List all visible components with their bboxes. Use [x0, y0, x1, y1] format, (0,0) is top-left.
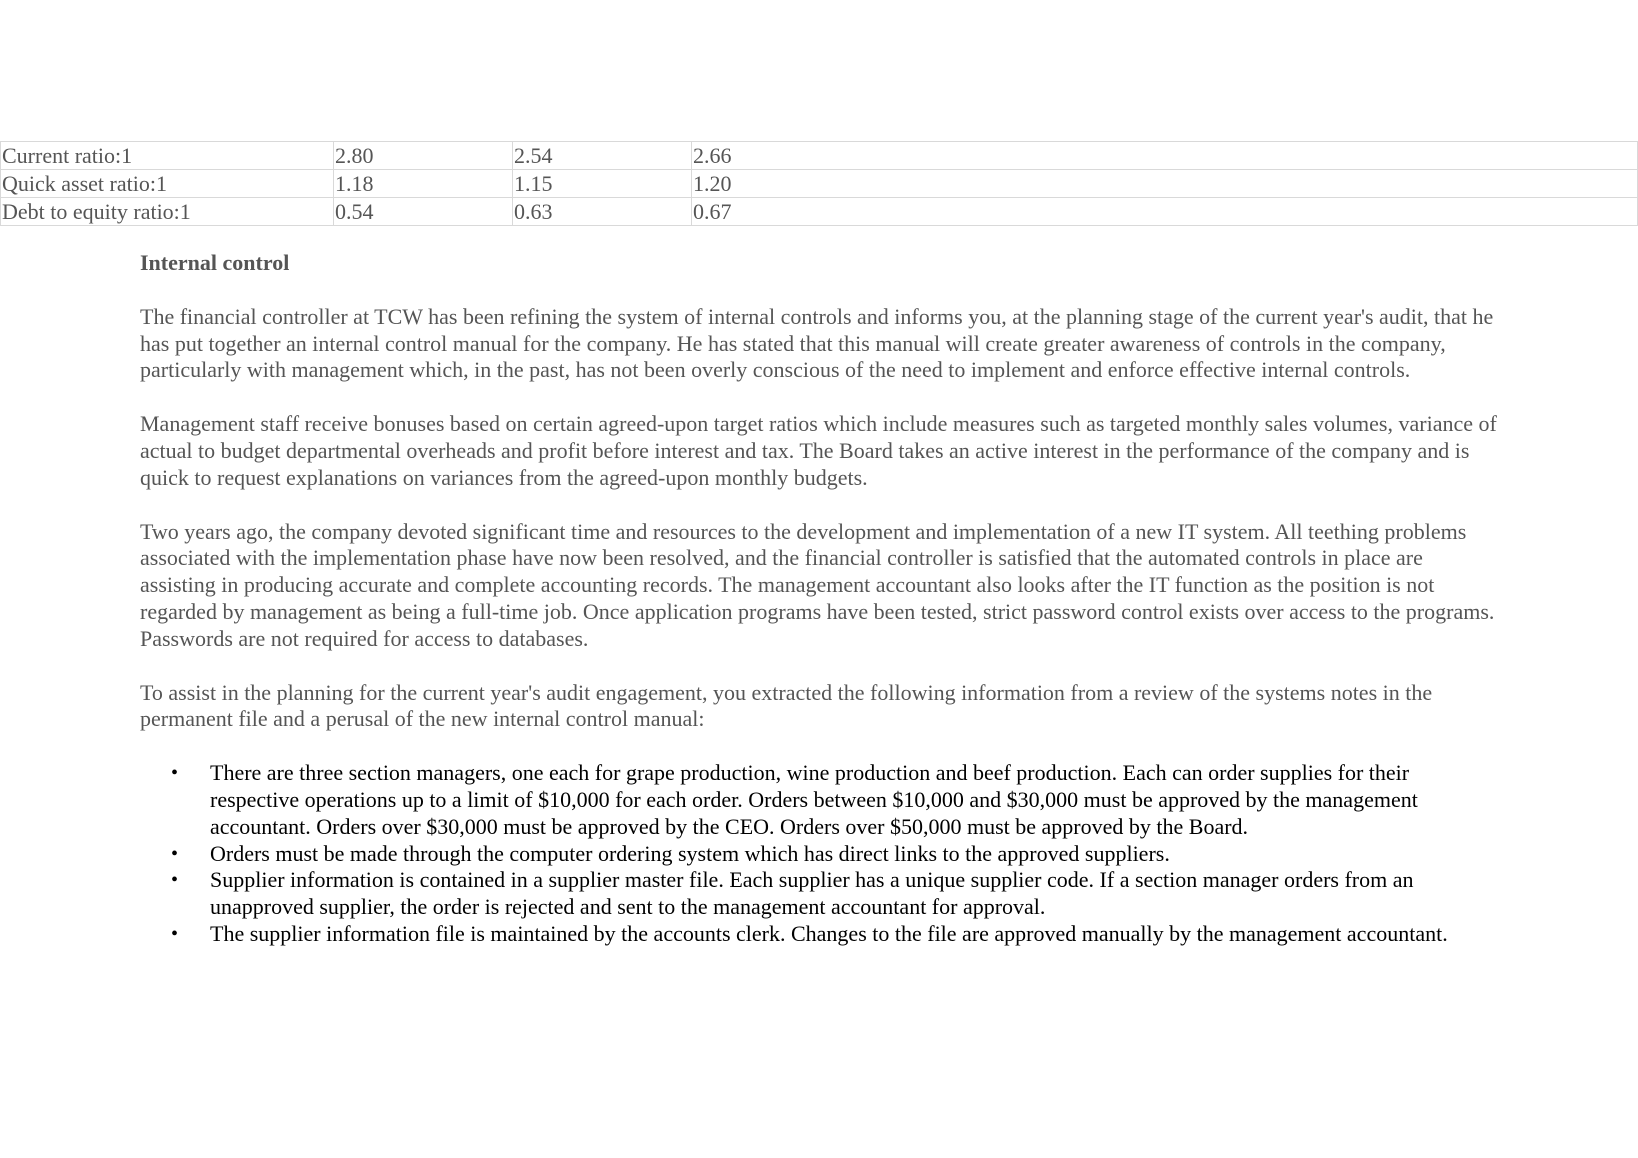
paragraph: The financial controller at TCW has been refining the system of internal controls and informs you, at the planning stage of the current year's audit, that he has put together an internal control manual for the company. He has stated that this manual will create greater awareness of controls in the company, particularly with management which, in the past, has not been overly conscious of the need to implement and enforce effective internal controls. — [140, 303, 1494, 383]
paragraph: To assist in the planning for the current year's audit engagement, you extracted the following information from a review of the systems notes in the permanent file and a perusal of the new internal control manual: — [140, 679, 1433, 732]
list-item-text: There are three section managers, one each for grape production, wine production and beef production. Each can order supplies for their respective operations up to a limit of $10,000 for each order. Orders between $10,000 and $30,000 must be approved by the management accountant. Orders over $30,000 must be approved by the CEO. Orders over $50,000 must be approved by the Board. — [210, 760, 1418, 839]
ratio-table — [0, 141, 1638, 226]
ratio-value: 1.20 — [692, 170, 1638, 198]
ratio-label: Debt to equity ratio:1 — [1, 198, 334, 226]
ratio-value: 2.66 — [692, 142, 1638, 170]
table-row — [1, 170, 1638, 198]
ratio-value: 2.54 — [513, 142, 692, 170]
table-row — [1, 198, 1638, 226]
bullet-icon: • — [171, 922, 179, 945]
ratio-label: Current ratio:1 — [1, 142, 334, 170]
internal-control-section — [140, 250, 1500, 948]
section-heading: Internal control — [140, 250, 290, 275]
ratio-value: 1.15 — [513, 170, 692, 198]
ratio-value: 1.18 — [334, 170, 513, 198]
paragraph: Management staff receive bonuses based on certain agreed-upon target ratios which include measures such as targeted monthly sales volumes, variance of actual to budget departmental overheads and profit before interest and tax. The Board takes an active interest in the performance of the company and is quick to request explanations on variances from the agreed-upon monthly budgets. — [140, 411, 1497, 490]
list-item — [171, 760, 1500, 840]
ratio-label: Quick asset ratio:1 — [1, 170, 334, 198]
ratio-value: 0.67 — [692, 198, 1638, 226]
bullet-icon: • — [171, 869, 179, 892]
ratio-value: 0.63 — [513, 198, 692, 226]
list-item — [171, 867, 1500, 921]
list-item-text: Supplier information is contained in a supplier master file. Each supplier has a unique supplier code. If a section manager orders from an unapproved supplier, the order is rejected and sent to the management accountant for approval. — [210, 867, 1414, 920]
bullet-icon: • — [171, 842, 179, 865]
list-item-text: Orders must be made through the computer ordering system which has direct links to the approved suppliers. — [210, 840, 1170, 866]
list-item — [171, 920, 1500, 948]
bullet-list — [140, 760, 1500, 948]
paragraph: Two years ago, the company devoted significant time and resources to the development and implementation of a new IT system. All teething problems associated with the implementation phase have now been resolved, and the financial controller is satisfied that the automated controls in place are assisting in producing accurate and complete accounting records. The management accountant also looks after the IT function as the position is not regarded by management as being a full-time job. Once application programs have been tested, strict password control exists over access to the programs. Passwords are not required for access to databases. — [140, 518, 1495, 651]
table-row — [1, 142, 1638, 170]
ratio-value: 0.54 — [334, 198, 513, 226]
ratio-value: 2.80 — [334, 142, 513, 170]
list-item-text: The supplier information file is maintained by the accounts clerk. Changes to the file are approved manually by the management accountant. — [210, 920, 1448, 946]
list-item — [171, 840, 1500, 868]
bullet-icon: • — [171, 762, 179, 785]
